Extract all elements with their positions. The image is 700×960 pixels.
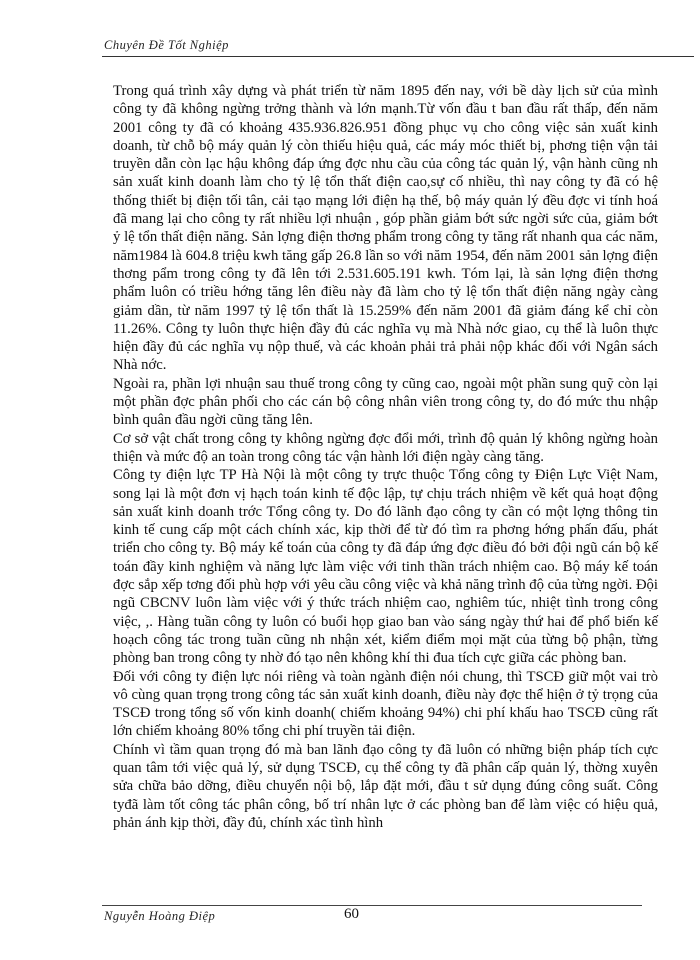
paragraph-4: Công ty điện lực TP Hà Nội là một công ty trực thuộc Tổng công ty Điện Lực Việt Nam, song lại là một đơn vị hạch toán kinh tế độc lập, tự chịu trách nhiệm về kết quả hoạt động sản xuất kinh doanh trớc Tổng công ty. Do đó lãnh đạo công ty cần có một lợng thông tin kinh tế cung cấp một cách chính xác, kịp thời để từ đó tìm ra phơng hớng phấn đấu, phát triển cho công ty. Bộ máy kế toán của công ty đã đáp ứng đợc điều đó bởi đội ngũ cán bộ kế toán đầy kinh nghiệm và năng lực làm việc với tinh thần trách nhiệm cao. Bộ máy kế toán đợc sắp xếp tơng đối phù hợp với yêu cầu công việc và khả năng trình độ của từng ngời. Đội ngũ CBCNV luôn làm việc với ý thức trách nhiệm cao, nghiêm túc, nhiệt tình trong công việc, ,. Hàng tuần công ty luôn có buổi họp giao ban vào sáng ngày thứ hai để phổ biến kế hoạch công tác trong tuần cũng nh nhận xét, kiểm điểm mọi mặt của từng bộ phận, từng phòng ban trong công ty nhờ đó tạo nên không khí thi đua tích cực giữa các phòng ban. (113, 467, 658, 667)
footer-author: Nguyễn Hoàng Điệp (104, 909, 216, 923)
paragraph-3: Cơ sở vật chất trong công ty không ngừng đợc đổi mới, trình độ quản lý không ngừng hoàn thiện và mức độ an toàn trong công tác vận hành lới điện ngày càng tăng. (113, 430, 658, 465)
body-text (113, 82, 658, 832)
paragraph-6: Chính vì tầm quan trọng đó mà ban lãnh đạo công ty đã luôn có những biện pháp tích cực quan tâm tới việc quả lý, sử dụng TSCĐ, cụ thể công ty đã phân cấp quản lý, thờng xuyên sửa chữa bảo dỡng, điều chuyển nội bộ, lắp đặt mới, đầu t sử dụng đúng công suất. Công tyđã làm tốt công tác phân công, bố trí nhân lực ở các phòng ban để làm việc có hiệu quả, phản ánh kịp thời, đầy đủ, chính xác tình hình (113, 741, 658, 831)
page-number: 60 (344, 906, 359, 922)
paragraph-1: Trong quá trình xây dựng và phát triển từ năm 1895 đến nay, với bề dày lịch sử của mình công ty đã không ngừng trởng thành và lớn mạnh.Từ vốn đầu t ban đầu rất thấp, đến năm 2001 công ty đã có khoảng 435.936.826.951 đồng phục vụ cho công việc sản xuất kinh doanh, từ chỗ bộ máy quản lý còn thiếu hiệu quả, các máy móc thiết bị, phơng tiện vận tải truyền dẫn còn lạc hậu không đáp ứng đợc nhu cầu của công tác quản lý, vận hành cũng nh sản xuất kinh doanh làm cho tỷ lệ tổn thất điện cao,sự cố nhiều, thì nay công ty đã có hệ thống thiết bị điện tối tân, cải tạo mạng lới điện hạ thế, bộ máy quản lý đều đợc vi tính hoá đã mang lại cho công ty rất nhiều lợi nhuận , góp phần giảm bớt sức ngời sức của, giảm bớt ỷ lệ tổn thất điện năng. Sản lợng điện thơng phẩm trong công ty tăng rất nhanh qua các năm, năm1984 là 604.8 triệu kwh tăng gấp 26.8 lần so với năm 1954, đến năm 2001 sản lợng điện thơng pẩm trong công ty đã lên tới 2.531.605.191 kwh. Tóm lại, là sản lợng điện thơng phẩm luôn có triều hớng tăng lên điều này đã làm cho tỷ lệ tổn thất điện năng ngày càng giảm dần, từ năm 1997 tỷ lệ tổn thất là 15.259% đến năm 2001 đã giảm đáng kể chỉ còn 11.26%. Công ty luôn thực hiện đầy đủ các nghĩa vụ mà Nhà nớc giao, cụ thể là luôn thực hiện đầy đủ các nghĩa vụ nộp thuế, và các khoản phải trả phải nộp khác đối với Ngân sách Nhà nớc. (113, 83, 658, 374)
paragraph-2: Ngoài ra, phần lợi nhuận sau thuế trong công ty cũng cao, ngoài một phần sung quỹ còn lại một phần đợc phân phối cho các cán bộ công nhân viên trong công ty, do đó mức thu nhập bình quân đầu ngời cũng tăng lên. (113, 375, 658, 429)
footer-rule (102, 905, 642, 906)
header-rule (102, 56, 694, 57)
paragraph-5: Đối với công ty điện lực nói riêng và toàn ngành điện nói chung, thì TSCĐ giữ một vai trò vô cùng quan trọng trong công tác sản xuất kinh doanh, điều này đợc thể hiện ở tỷ trọng của TSCĐ trong tổng số vốn kinh doanh( chiếm khoảng 94%) chi phí khấu hao TSCĐ cũng rất lớn chiếm khoảng 80% tổng chi phí truyền tải điện. (113, 668, 658, 740)
page-header-title: Chuyên Đề Tốt Nghiệp (104, 38, 229, 52)
